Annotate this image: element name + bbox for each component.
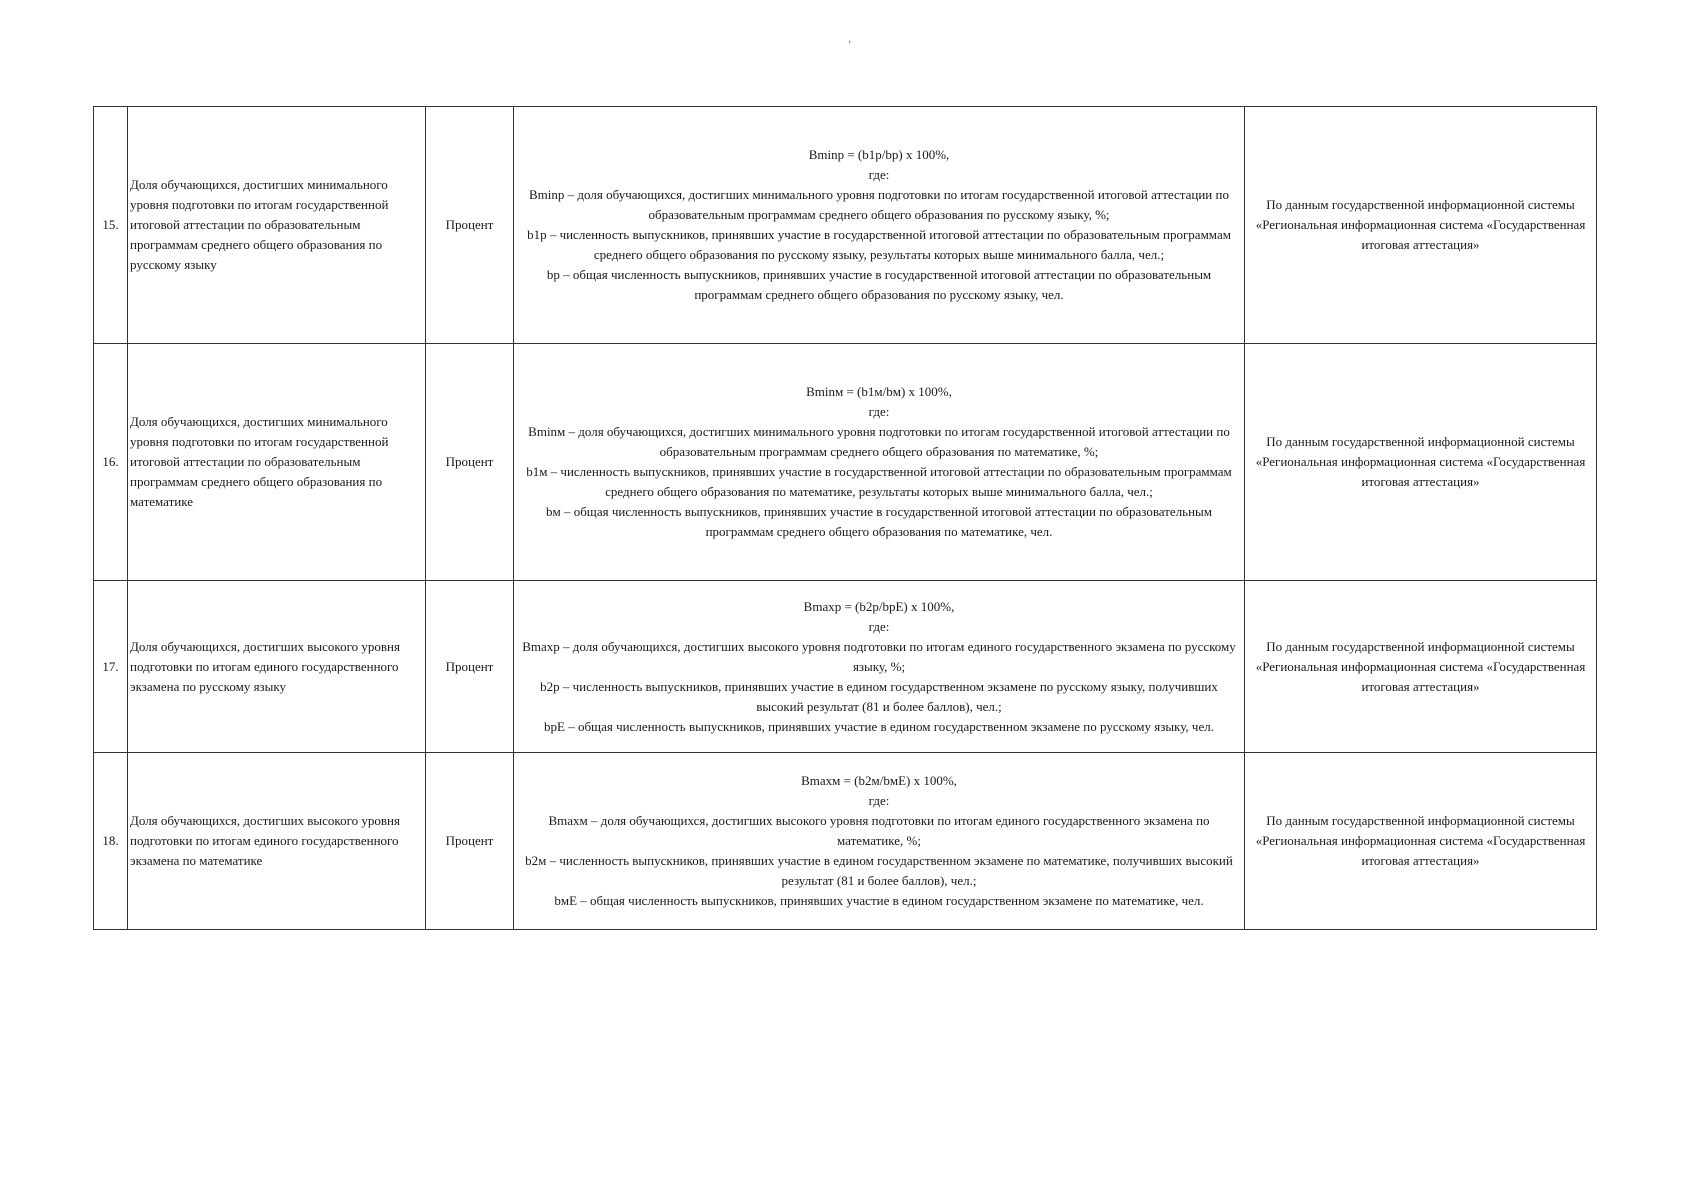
indicator-name: Доля обучающихся, достигших минимального уровня подготовки по итогам государственной итоговой аттестации по образовательным программам среднего общего образования по русскому языку <box>128 107 426 344</box>
formula-variable-description: Bmaxр – доля обучающихся, достигших высокого уровня подготовки по итогам единого государственного экзамена по русскому языку, %; <box>522 638 1236 674</box>
data-source: По данным государственной информационной системы «Региональная информационная система «Государственная итоговая аттестация» <box>1245 581 1597 753</box>
row-number: 15. <box>94 107 128 344</box>
calculation-method <box>514 581 1245 753</box>
unit-of-measure: Процент <box>426 344 514 581</box>
table-row <box>94 581 1597 753</box>
formula: Bminр = (b1р/bр) x 100%, <box>808 147 950 162</box>
formula-variable-description: b1р – численность выпускников, принявших участие в государственной итоговой аттестации по образовательным программам среднего общего образования по русскому языку, результаты которых выше минимального балла, чел.; <box>527 227 1231 262</box>
calculation-method <box>514 344 1245 581</box>
indicator-name: Доля обучающихся, достигших высокого уровня подготовки по итогам единого государственного экзамена по математике <box>128 753 426 930</box>
unit-of-measure: Процент <box>426 107 514 344</box>
page-mark: ʼ <box>848 40 852 51</box>
formula: Bminм = (b1м/bм) x 100%, <box>806 384 952 399</box>
unit-of-measure: Процент <box>426 753 514 930</box>
unit-of-measure: Процент <box>426 581 514 753</box>
formula-variable-description: bр – общая численность выпускников, принявших участие в государственной итоговой аттестации по образовательным программам среднего общего образования по русскому языку, чел. <box>546 267 1212 302</box>
formula-variable-description: bрЕ – общая численность выпускников, принявших участие в едином государственном экзамене по русскому языку, чел. <box>544 718 1214 734</box>
formula: Bmaxм = (b2м/bмЕ) x 100%, <box>801 773 957 788</box>
data-source: По данным государственной информационной системы «Региональная информационная система «Государственная итоговая аттестация» <box>1245 753 1597 930</box>
formula-variable-description: Bmaxм – доля обучающихся, достигших высокого уровня подготовки по итогам единого государственного экзамена по математике, %; <box>548 813 1210 848</box>
data-source: По данным государственной информационной системы «Региональная информационная система «Государственная итоговая аттестация» <box>1245 107 1597 344</box>
table-row <box>94 107 1597 344</box>
formula-where: где: <box>868 793 890 808</box>
formula-where: где: <box>868 404 890 419</box>
indicators-table <box>93 106 1597 930</box>
row-number: 17. <box>94 581 128 753</box>
data-source: По данным государственной информационной системы «Региональная информационная система «Государственная итоговая аттестация» <box>1245 344 1597 581</box>
formula-variable-description: Bminм – доля обучающихся, достигших минимального уровня подготовки по итогам государственной итоговой аттестации по образовательным программам среднего общего образования по математике, %; <box>528 424 1230 459</box>
formula-variable-description: Bminр – доля обучающихся, достигших минимального уровня подготовки по итогам государственной итоговой аттестации по образовательным программам среднего общего образования по русскому языку, %; <box>529 187 1229 222</box>
formula-where: где: <box>868 618 890 634</box>
formula-variable-description: b2м – численность выпускников, принявших участие в едином государственном экзамене по математике, получивших высокий результат (81 и более баллов), чел.; <box>525 853 1233 888</box>
row-number: 16. <box>94 344 128 581</box>
table-row <box>94 753 1597 930</box>
indicator-name: Доля обучающихся, достигших высокого уровня подготовки по итогам единого государственного экзамена по русскому языку <box>128 581 426 753</box>
table-row <box>94 344 1597 581</box>
formula-variable-description: b2р – численность выпускников, принявших участие в едином государственном экзамене по русскому языку, получивших высокий результат (81 и более баллов), чел.; <box>540 678 1218 714</box>
formula-where: где: <box>868 167 890 182</box>
formula: Bmaxр = (b2р/bрЕ) x 100%, <box>803 598 955 614</box>
formula-variable-description: b1м – численность выпускников, принявших участие в государственной итоговой аттестации по образовательным программам среднего общего образования по математике, результаты которых выше минимального балла, чел.; <box>526 464 1232 499</box>
formula-variable-description: bм – общая численность выпускников, принявших участие в государственной итоговой аттестации по образовательным программам среднего общего образования по математике, чел. <box>545 504 1213 539</box>
row-number: 18. <box>94 753 128 930</box>
calculation-method <box>514 753 1245 930</box>
formula-variable-description: bмЕ – общая численность выпускников, принявших участие в едином государственном экзамене по математике, чел. <box>554 893 1204 908</box>
indicator-name: Доля обучающихся, достигших минимального уровня подготовки по итогам государственной итоговой аттестации по образовательным программам среднего общего образования по математике <box>128 344 426 581</box>
calculation-method <box>514 107 1245 344</box>
